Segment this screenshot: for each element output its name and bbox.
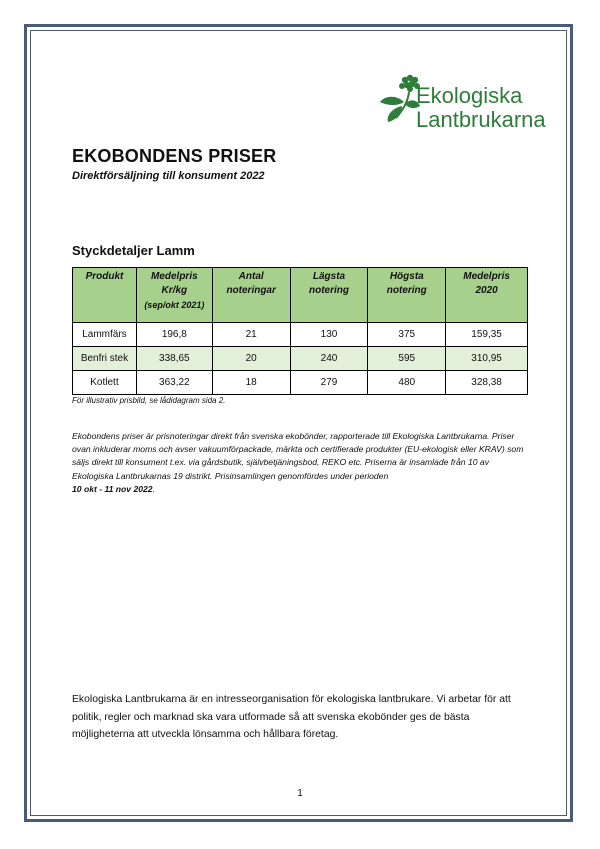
column-header: Lägsta notering xyxy=(290,268,368,323)
table-cell: 480 xyxy=(368,371,446,395)
logo xyxy=(376,68,546,138)
logo-line-2: Lantbrukarna xyxy=(416,107,546,132)
price-table xyxy=(72,267,528,395)
table-row xyxy=(73,347,528,371)
table-row xyxy=(73,323,528,347)
collection-period: 10 okt - 11 nov 2022 xyxy=(72,483,153,494)
table-cell: 363,22 xyxy=(136,371,212,395)
table-cell: 240 xyxy=(290,347,368,371)
page-title: EKOBONDENS PRISER xyxy=(72,146,277,166)
table-cell: Benfri stek xyxy=(73,347,137,371)
table-footnote: För illustrativ prisbild, se lådidagram sida 2. xyxy=(72,396,226,405)
column-header: Högsta notering xyxy=(368,268,446,323)
page-subtitle: Direktförsäljning till konsument 2022 xyxy=(72,170,265,182)
table-row xyxy=(73,371,528,395)
about-paragraph: Ekologiska Lantbrukarna är en intresseorganisation för ekologiska lantbrukare. Vi arbetar för att politik, regler och marknad ska vara utformade så att svenska ekobönder ges de bästa möjligheterna att utveckla lönsamma och hållbara företag. xyxy=(72,694,511,740)
table-cell: 595 xyxy=(368,347,446,371)
table-cell: Lammfärs xyxy=(73,323,137,347)
table-cell: 130 xyxy=(290,323,368,347)
table-cell: 279 xyxy=(290,371,368,395)
column-header: Medelpris Kr/kg (sep/okt 2021) xyxy=(136,268,212,323)
table-cell: 328,38 xyxy=(446,371,528,395)
table-cell: 18 xyxy=(212,371,290,395)
table-cell: 159,35 xyxy=(446,323,528,347)
table-cell: 20 xyxy=(212,347,290,371)
column-header: Antal noteringar xyxy=(212,268,290,323)
column-header: Medelpris 2020 xyxy=(446,268,528,323)
info-paragraph: Ekobondens priser är prisnoteringar direkt från svenska ekobönder, rapporterade till Ekologiska Lantbrukarna. Priser ovan inkluderar moms och avser vakuumförpackade, märkta och certifierade produkter (EU-ekologisk eller KRAV) som säljs direkt till konsument t.ex. via gårdsbutik, självbetjäningsbod, REKO etc. Priserna är insamlade från 10 av Ekologiska Lantbrukarnas 19 distrikt. Prisinsamlingen genomfördes under perioden 10 okt - 11 nov 2022. xyxy=(72,431,524,494)
table-cell: 310,95 xyxy=(446,347,528,371)
table-cell: 21 xyxy=(212,323,290,347)
table-header-row xyxy=(73,268,528,323)
table-cell: Kotlett xyxy=(73,371,137,395)
section-heading: Styckdetaljer Lamm xyxy=(72,243,195,258)
page-number: 1 xyxy=(297,788,303,799)
column-header: Produkt xyxy=(73,268,137,323)
table-cell: 338,65 xyxy=(136,347,212,371)
table-cell: 375 xyxy=(368,323,446,347)
table-cell: 196,8 xyxy=(136,323,212,347)
logo-line-1: Ekologiska xyxy=(416,83,523,108)
